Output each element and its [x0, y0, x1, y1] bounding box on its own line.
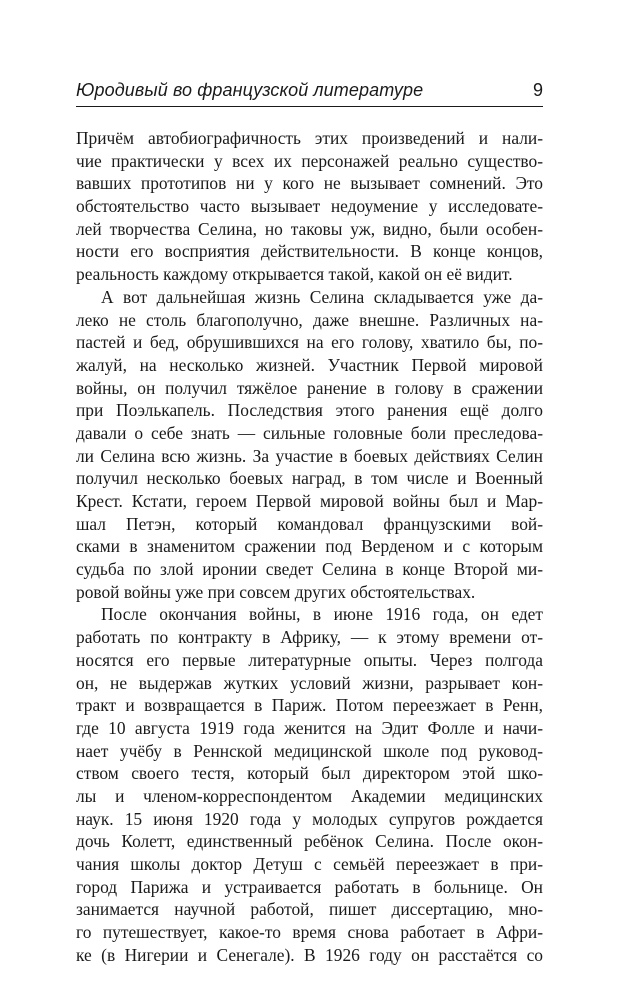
- text-line: давали о себе знать — сильные головные боли преследова-: [76, 422, 543, 443]
- text-line: чания школы доктор Детуш с семьёй переезжает в при-: [76, 854, 543, 874]
- text-line: ности его восприятия действительности. В конце концов,: [76, 241, 543, 262]
- text-line: где 10 августа 1919 года женится на Эдит Фолле и начи-: [76, 717, 543, 738]
- text-line: лей творчества Селина, но таковы уж, видно, были особен-: [76, 218, 543, 239]
- page-number: 9: [532, 80, 543, 100]
- text-line: ли Селина всю жизнь. За участие в боевых действиях Селин: [76, 445, 543, 466]
- text-line: получил несколько боевых наград, в том числе и Военный: [76, 468, 543, 489]
- text-line: го путешествует, какое-то время снова работает в Афри-: [76, 922, 543, 943]
- text-line: Причём автобиографичность этих произведений и нали-: [76, 128, 543, 148]
- header-rule: [76, 106, 543, 107]
- text-line: сками в знаменитом сражении под Верденом и с которым: [76, 536, 543, 557]
- body-text: [76, 127, 543, 966]
- text-line: дочь Колетт, единственный ребёнок Селина. После окон-: [76, 831, 543, 852]
- text-line: он, не выдержав жутких условий жизни, разрывает кон-: [76, 672, 543, 693]
- text-line: носятся его первые литературные опыты. Через полгода: [76, 649, 543, 670]
- text-line: пастей и бед, обрушившихся на его голову, хватило бы, по-: [76, 332, 543, 353]
- running-title: Юродивый во французской литературе: [76, 80, 424, 100]
- text-line: Крест. Кстати, героем Первой мировой войны был и Мар-: [76, 491, 543, 511]
- text-line: нает учёбу в Реннской медицинской школе под руковод-: [76, 740, 543, 761]
- text-line: наук. 15 июня 1920 года у молодых супругов рождается: [76, 808, 543, 829]
- text-line: судьба по злой иронии сведет Селина в конце Второй ми-: [76, 559, 543, 580]
- text-line: вавших прототипов ни у кого не вызывает сомнений. Это: [76, 173, 543, 194]
- text-line: ровой войны уже при совсем других обстоятельствах.: [76, 581, 476, 602]
- text-line: чие практически у всех их персонажей реально существо-: [76, 150, 543, 171]
- text-line: город Парижа и устраивается работать в больнице. Он: [76, 876, 543, 897]
- text-line: лы и членом-корреспондентом Академии медицинских: [76, 785, 543, 806]
- text-line: ством своего тестя, который был директором этой шко-: [76, 763, 543, 784]
- text-line: леко не столь благополучно, даже внешне. Различных на-: [76, 309, 543, 330]
- text-line: работать по контракту в Африку, — к этому времени от-: [76, 627, 543, 648]
- text-line: А вот дальнейшая жизнь Селина складывается уже да-: [101, 286, 543, 307]
- text-line: обстоятельство часто вызывает недоумение у исследовате-: [76, 196, 543, 217]
- text-line: тракт и возвращается в Париж. Потом переезжает в Ренн,: [76, 695, 543, 716]
- running-head: [76, 79, 543, 103]
- text-line: ке (в Нигерии и Сенегале). В 1926 году он расстаётся со: [76, 944, 543, 965]
- text-line: жалуй, на несколько жизней. Участник Первой мировой: [76, 354, 543, 375]
- text-line: при Поэлькапель. Последствия этого ранения ещё долго: [76, 400, 543, 421]
- text-line: шал Петэн, который командовал французскими вой-: [76, 513, 543, 534]
- text-line: После окончания войны, в июне 1916 года, он едет: [101, 604, 543, 625]
- text-line: реальность каждому открывается такой, какой он её видит.: [76, 264, 513, 285]
- text-line: занимается научной работой, пишет диссертацию, мно-: [76, 899, 543, 920]
- text-line: войны, он получил тяжёлое ранение в голову в сражении: [76, 377, 543, 398]
